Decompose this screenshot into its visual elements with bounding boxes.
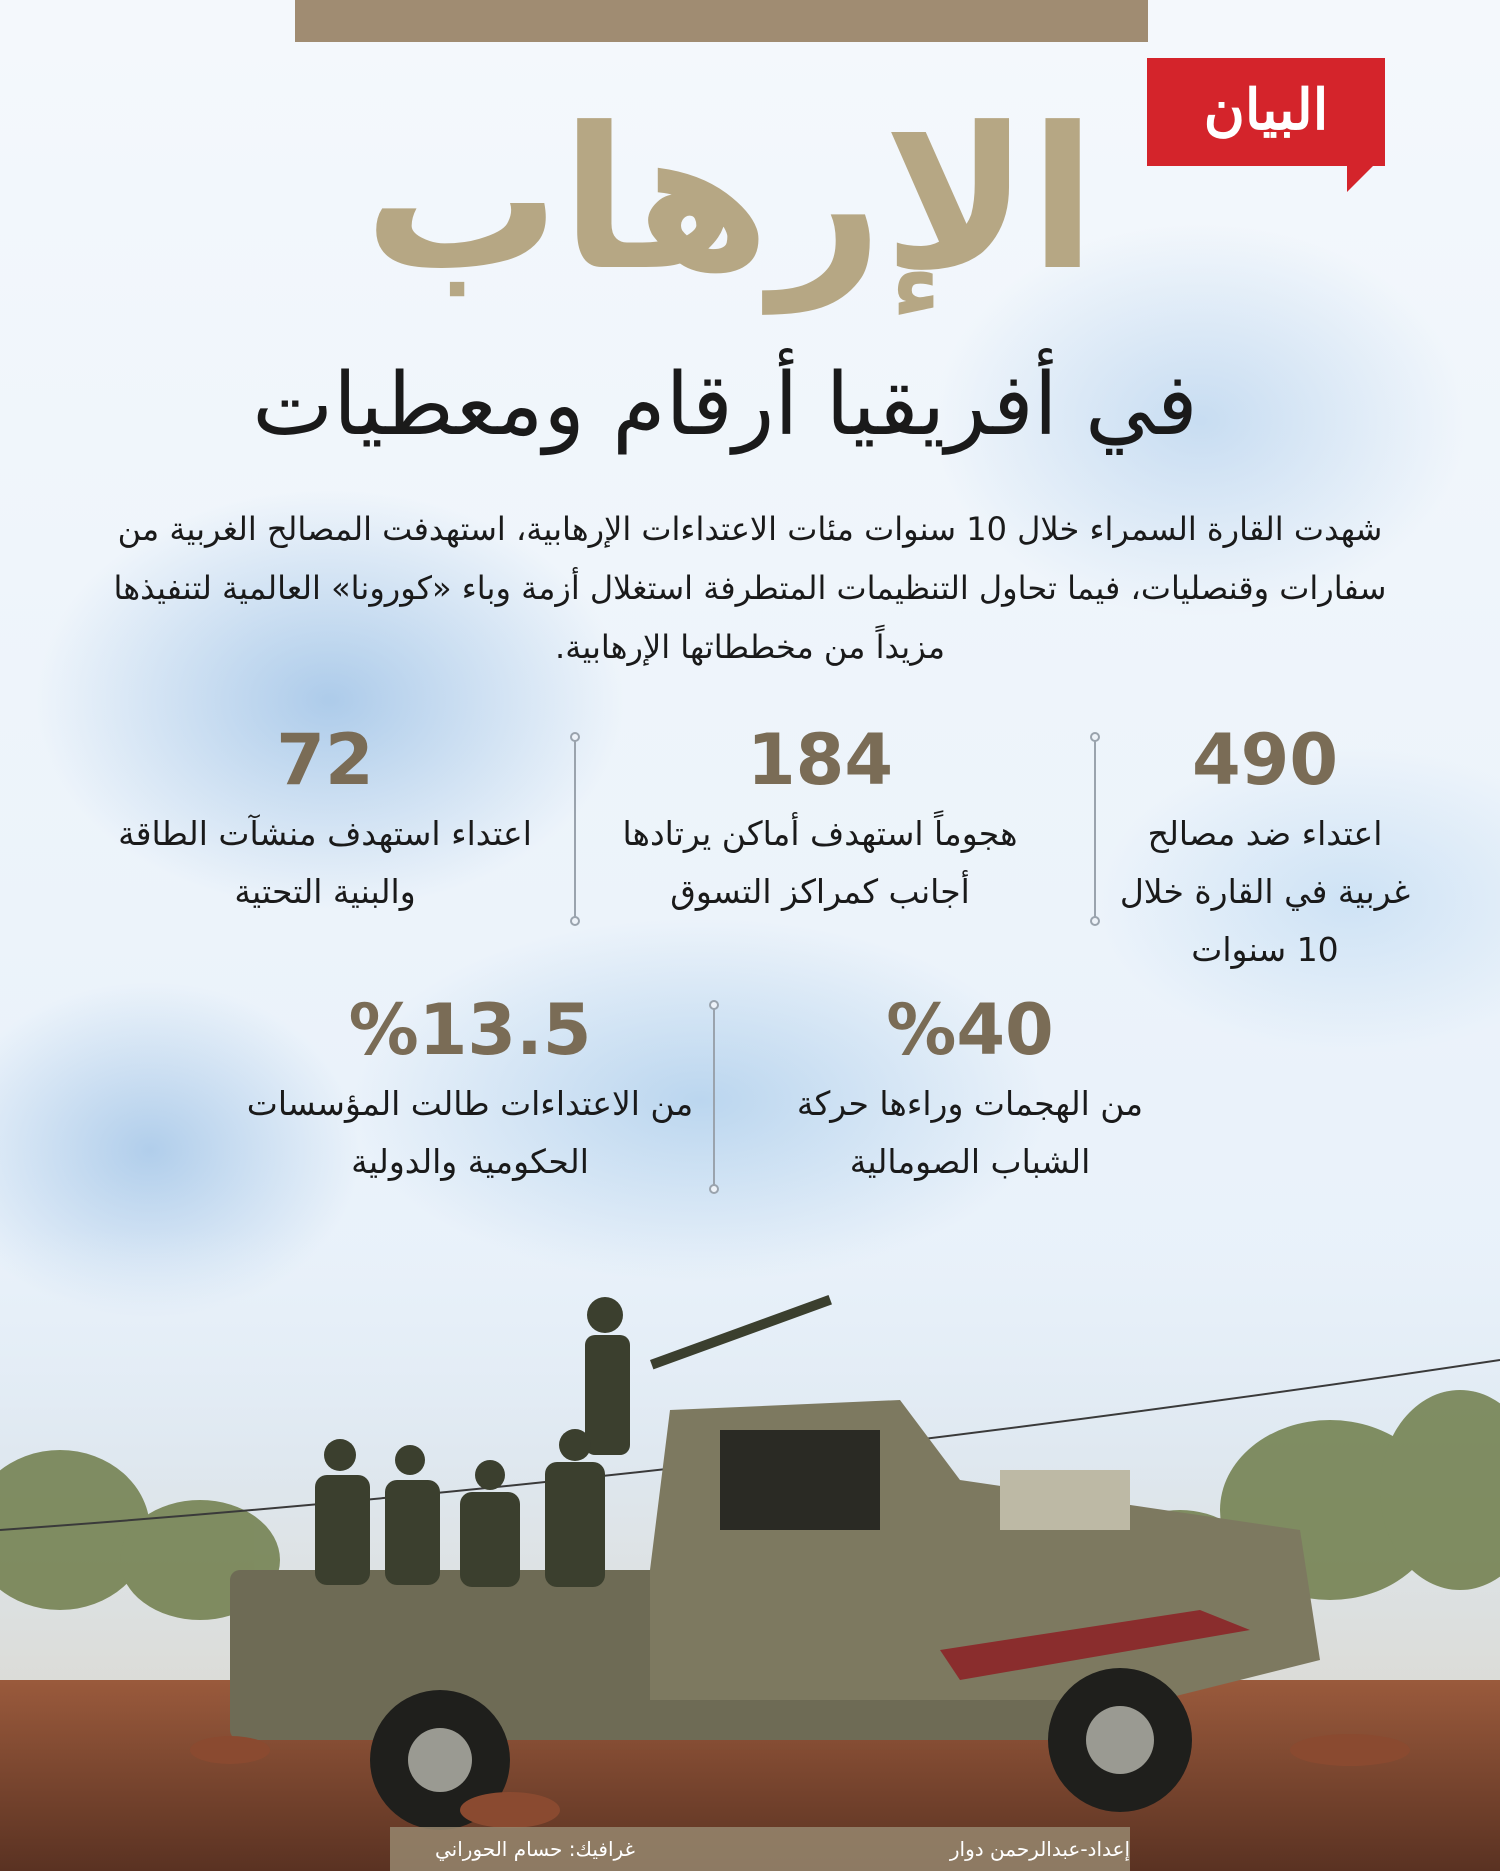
stat-value: 490 [1191, 719, 1339, 801]
stat-description: من الهجمات وراءها حركة الشباب الصومالية [796, 1084, 1144, 1181]
page-subtitle: في أفريقيا أرقام ومعطيات [252, 355, 1198, 455]
stat-value: 184 [746, 719, 894, 801]
stat-government-institutions [230, 985, 710, 1191]
logo-text: البيان [1203, 77, 1329, 143]
military-pickup-photo [0, 1230, 1500, 1871]
albayan-logo [1147, 58, 1385, 166]
stat-energy-infrastructure [90, 715, 560, 921]
stat-description: اعتداء استهدف منشآت الطاقة والبنية التحتية [118, 814, 532, 911]
stat-foreigner-places [590, 715, 1050, 921]
intro-paragraph: شهدت القارة السمراء خلال 10 سنوات مئات الاعتداءات الإرهابية، استهدفت المصالح الغربية من سفارات وقنصليات، فيما تحاول التنظيمات المتطرفة استغلال أزمة وباء «كورونا» العالمية لتنفيذها مزيداً من مخططاتها الإرهابية. [113, 510, 1387, 666]
stat-value: %13.5 [348, 989, 592, 1071]
stat-value: 72 [276, 719, 374, 801]
stat-divider [713, 1008, 715, 1186]
graphic-credit: غرافيك: حسام الحوراني [435, 1837, 635, 1861]
stat-divider [574, 740, 576, 918]
page-title: الإرهاب [363, 86, 1097, 314]
author-credit: إعداد-عبدالرحمن دوار [949, 1837, 1130, 1861]
stat-divider [1094, 740, 1096, 918]
stat-description: من الاعتداءات طالت المؤسسات الحكومية والدولية [246, 1084, 694, 1181]
stat-description: هجوماً استهدف أماكن يرتادها أجانب كمراكز التسوق [622, 814, 1018, 911]
stat-description: اعتداء ضد مصالح غربية في القارة خلال 10 سنوات [1119, 814, 1411, 969]
stat-value: %40 [886, 989, 1054, 1071]
stat-western-interests [1110, 715, 1420, 979]
top-decorative-bar [295, 0, 1148, 42]
stat-al-shabaab [760, 985, 1180, 1191]
